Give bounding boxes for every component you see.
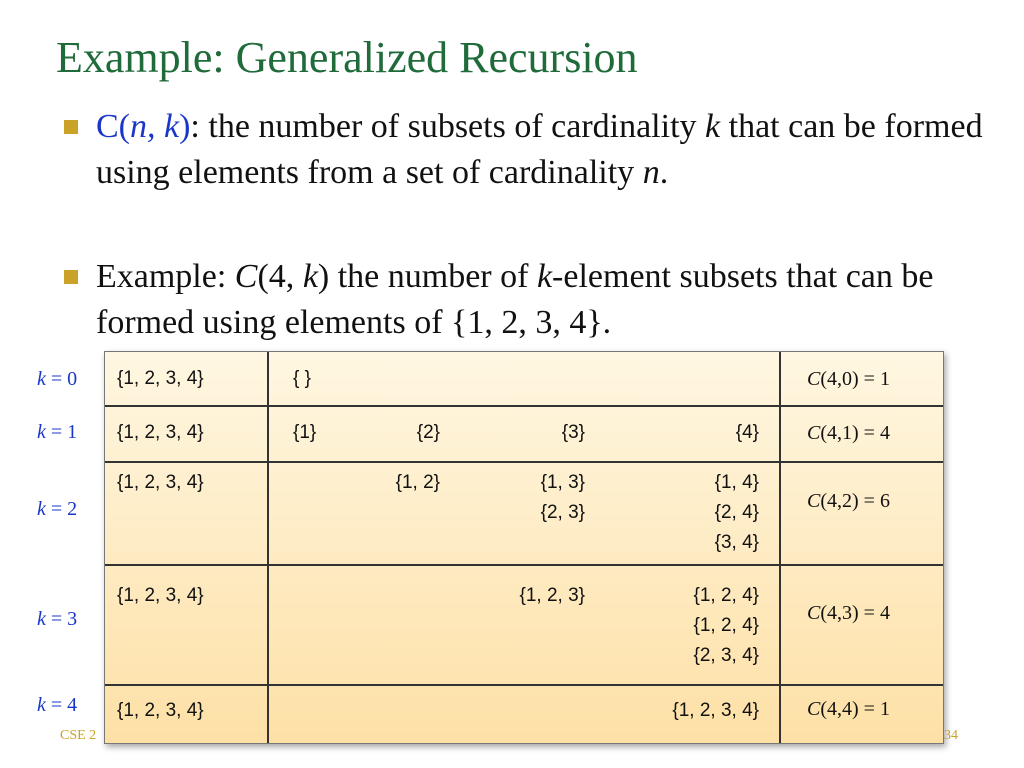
result-cell: C(4,2) = 6: [807, 490, 890, 512]
table-row: [105, 684, 943, 745]
result-cell: C(4,4) = 1: [807, 698, 890, 720]
example-close: ): [317, 258, 330, 295]
subset-cell: {2, 4}: [714, 502, 759, 523]
set-cell: {1, 2, 3, 4}: [117, 368, 204, 389]
set-cell: {1, 2, 3, 4}: [117, 700, 204, 721]
footer-course: CSE 2: [60, 728, 97, 743]
example-k: k: [302, 258, 318, 295]
k-label-3: k = 3: [37, 608, 78, 630]
set-cell: {1, 2, 3, 4}: [117, 585, 204, 606]
table-row: [105, 564, 943, 686]
table-row: [105, 461, 943, 566]
set-cell: {1, 2, 3, 4}: [117, 472, 204, 493]
k-label-4: k = 4: [37, 694, 78, 716]
var-n: n: [642, 154, 660, 191]
subset-cell: {1, 2, 4}: [693, 615, 759, 636]
bullet-definition: [64, 104, 994, 196]
subset-cell: {1, 4}: [714, 472, 759, 493]
example-text-2: -element subsets that can be formed using elements of {1, 2, 3, 4}.: [96, 258, 934, 341]
table-row: [105, 352, 943, 405]
k-label-1: k = 1: [37, 421, 78, 443]
example-text-1: the number of: [329, 258, 537, 295]
k-label-2: k = 2: [37, 498, 78, 520]
example-k2: k: [536, 258, 553, 295]
table-row: [105, 405, 943, 463]
subset-cell: {1, 2, 3, 4}: [672, 700, 759, 721]
c-function: C(: [96, 108, 130, 145]
definition-text-2: that can be formed using elements from a set of cardinality: [96, 108, 983, 191]
subset-cell: {2}: [416, 422, 440, 443]
result-cell: C(4,0) = 1: [807, 368, 890, 390]
subset-cell: {3, 4}: [714, 532, 759, 553]
subset-cell: {3}: [561, 422, 585, 443]
set-cell: {1, 2, 3, 4}: [117, 422, 204, 443]
slide-number: 34: [944, 728, 958, 743]
var-k: k: [705, 108, 721, 145]
slide-title: Example: Generalized Recursion: [56, 33, 638, 82]
subset-cell: {2, 3, 4}: [693, 645, 759, 666]
c-close: ): [179, 108, 191, 145]
result-cell: C(4,3) = 4: [807, 602, 890, 624]
example-c: C: [234, 258, 258, 295]
subset-cell: {1, 2, 3}: [519, 585, 585, 606]
subset-cell: {1}: [293, 422, 317, 443]
definition-text-1: : the number of subsets of cardinality: [190, 108, 706, 145]
subset-cell: {4}: [735, 422, 759, 443]
result-cell: C(4,1) = 4: [807, 422, 890, 444]
subset-cell: { }: [293, 368, 311, 389]
k-label-0: k = 0: [37, 368, 78, 390]
c-args: n, k: [130, 108, 180, 145]
subset-cell: {1, 3}: [540, 472, 585, 493]
subsets-table: [104, 351, 944, 744]
subset-cell: {1, 2, 4}: [693, 585, 759, 606]
bullet-example: [64, 254, 994, 346]
bullet-square-icon: [64, 120, 78, 134]
subset-cell: {2, 3}: [540, 502, 585, 523]
example-args: (4,: [257, 258, 303, 295]
example-lead: Example:: [96, 258, 235, 295]
definition-end: .: [659, 154, 669, 191]
bullet-square-icon: [64, 270, 78, 284]
subset-cell: {1, 2}: [395, 472, 440, 493]
